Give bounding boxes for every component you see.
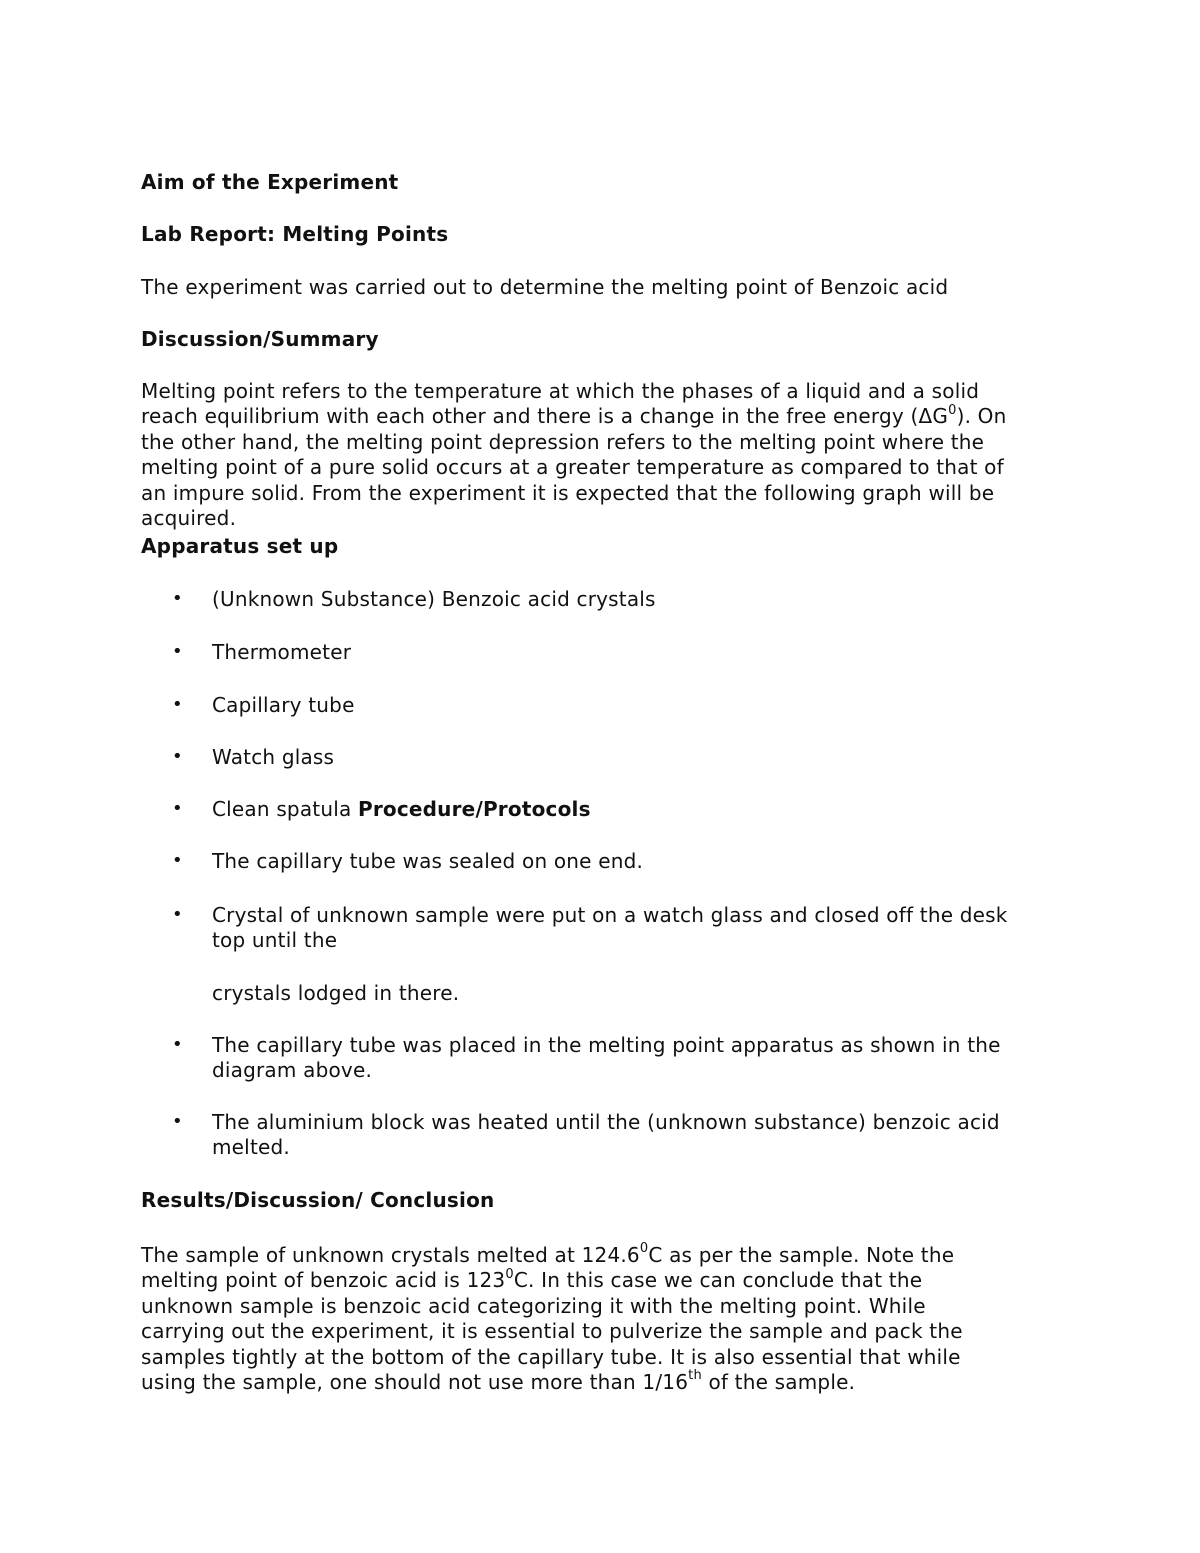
bullet-icon: •	[172, 641, 183, 662]
procedure-step-continuation: crystals lodged in there.	[212, 981, 460, 1005]
apparatus-heading: Apparatus set up	[141, 534, 339, 558]
discussion-line: an impure solid. From the experiment it is expected that the following graph will be	[141, 480, 995, 505]
bullet-icon: •	[172, 904, 183, 925]
discussion-line: Melting point refers to the temperature at which the phases of a liquid and a solid	[141, 379, 980, 403]
results-line: unknown sample is benzoic acid categorizing it with the melting point. While	[141, 1293, 926, 1318]
superscript: 0	[639, 1241, 649, 1257]
procedure-step: Crystal of unknown sample were put on a watch glass and closed off the desk top until the	[212, 903, 1008, 952]
results-paragraph	[141, 1243, 1081, 1395]
discussion-line: the other hand, the melting point depression refers to the melting point where the	[141, 429, 985, 454]
results-line: melting point of benzoic acid is $123^0C$. In this case we can conclude that the	[141, 1266, 923, 1293]
bullet-icon: •	[172, 746, 183, 767]
bullet-icon: •	[172, 694, 183, 715]
apparatus-item: Capillary tube	[212, 693, 355, 717]
superscript: 0	[948, 402, 957, 418]
apparatus-item: Watch glass	[212, 745, 335, 769]
bullet-icon: •	[172, 1034, 183, 1055]
discussion-line: reach equilibrium with each other and there is a change in the free energy $(\Delta G^0)$. On	[141, 402, 1007, 429]
procedure-step: The capillary tube was placed in the melting point apparatus as shown in the diagram above.	[212, 1033, 1001, 1082]
aim-text: The experiment was carried out to determine the melting point of Benzoic acid	[141, 275, 949, 299]
discussion-line: melting point of a pure solid occurs at a greater temperature as compared to that of	[141, 455, 1004, 480]
discussion-line: acquired.	[141, 505, 237, 530]
results-heading: Results/Discussion/ Conclusion	[141, 1188, 495, 1212]
procedure-heading: Procedure/Protocols	[357, 797, 591, 821]
apparatus-item: Thermometer	[212, 640, 352, 664]
bullet-icon: •	[172, 588, 183, 609]
report-title: Lab Report: Melting Points	[141, 222, 449, 246]
apparatus-item: Clean spatula Procedure/Protocols	[212, 797, 591, 821]
results-line: using the sample, one should not use more than 1/16th of the sample.	[141, 1368, 856, 1394]
bullet-icon: •	[172, 850, 183, 871]
apparatus-item: (Unknown Substance) Benzoic acid crystals	[212, 587, 656, 611]
superscript: 0	[505, 1266, 514, 1282]
superscript: th	[688, 1368, 702, 1384]
procedure-step: The aluminium block was heated until the (unknown substance) benzoic acid melted.	[212, 1110, 1000, 1159]
results-line: carrying out the experiment, it is essential to pulverize the sample and pack the	[141, 1319, 963, 1344]
discussion-heading: Discussion/Summary	[141, 327, 379, 351]
aim-heading: Aim of the Experiment	[141, 170, 399, 194]
discussion-paragraph	[141, 379, 1081, 531]
results-line: samples tightly at the bottom of the capillary tube. It is also essential that while	[141, 1344, 961, 1369]
bullet-icon: •	[172, 1111, 183, 1132]
bullet-icon: •	[172, 798, 183, 819]
results-line: The sample of unknown crystals melted at 124.6$^0$C as per the sample. Note the	[141, 1241, 955, 1267]
procedure-step: The capillary tube was sealed on one end.	[212, 849, 644, 873]
